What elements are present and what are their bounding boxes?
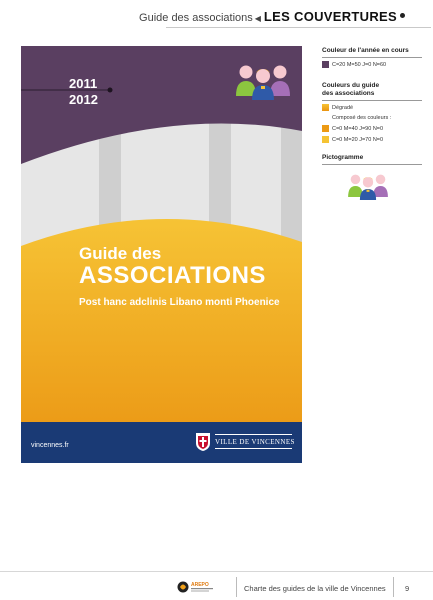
arepo-logo-text: AREPO — [191, 582, 209, 588]
city-logo — [196, 433, 295, 451]
cover-title-line2: ASSOCIATIONS — [79, 262, 266, 289]
year-color-value: C=20 M=50 J=0 N=60 — [332, 62, 387, 68]
guide-colors-title-line1: Couleurs du guide — [322, 82, 380, 89]
arepo-logo — [177, 579, 219, 595]
guide-color1-value: C=0 M=40 J=90 N=0 — [332, 126, 384, 132]
cover-background — [21, 46, 302, 463]
composed-label: Composé des couleurs : — [332, 115, 392, 121]
guide-color2-row — [322, 136, 422, 144]
header-section: Guide des associations — [139, 12, 253, 24]
pictogram-title: Pictogramme — [322, 154, 422, 165]
city-logo-text: VILLE DE VINCENNES — [215, 438, 295, 446]
cover-preview — [21, 46, 302, 463]
gradient-swatch — [322, 104, 329, 111]
year-color-swatch — [322, 61, 329, 68]
guide-color1-swatch — [322, 125, 329, 132]
year-color-row — [322, 61, 422, 69]
cover-year-start: 2011 — [69, 76, 98, 91]
footer-separator — [236, 577, 237, 597]
guide-color2-swatch — [322, 136, 329, 143]
gradient-row — [322, 104, 422, 112]
page-number: 9 — [405, 584, 410, 593]
year-color-title: Couleur de l'année en cours — [322, 47, 422, 58]
guide-colors-title — [322, 82, 422, 101]
guide-colors-title-line2: des associations — [322, 90, 375, 97]
cover-subtitle: Post hanc adclinis Libano monti Phoenice — [79, 297, 280, 308]
page-header — [0, 0, 433, 34]
cover-website: vincennes.fr — [31, 442, 69, 449]
logo-rule-bottom — [215, 448, 292, 449]
logo-rule-top — [215, 434, 292, 435]
people-pictogram-icon — [234, 62, 292, 100]
footer-rule — [0, 571, 433, 572]
header-rule — [166, 27, 431, 28]
city-shield-icon — [196, 433, 210, 451]
cover-footer — [21, 422, 302, 463]
footer-separator — [393, 577, 394, 597]
people-pictogram-sample-icon — [342, 172, 394, 200]
pictogram-section — [322, 154, 422, 165]
guide-color1-row — [322, 125, 422, 133]
cover-title-line1: Guide des — [79, 244, 162, 263]
cover-year-end: 2012 — [69, 92, 98, 107]
gradient-label: Dégradé — [332, 105, 354, 111]
guide-colors-section — [322, 82, 422, 144]
triangle-left-icon: ◀ — [254, 14, 261, 23]
year-color-section — [322, 47, 422, 69]
header-title: LES COUVERTURES — [263, 9, 397, 24]
header-text — [139, 9, 397, 24]
footer-document-title: Charte des guides de la ville de Vincennes — [244, 584, 386, 593]
bullet-icon — [400, 13, 405, 18]
guide-color2-value: C=0 M=20 J=70 N=0 — [332, 137, 384, 143]
cover-years — [69, 76, 98, 108]
